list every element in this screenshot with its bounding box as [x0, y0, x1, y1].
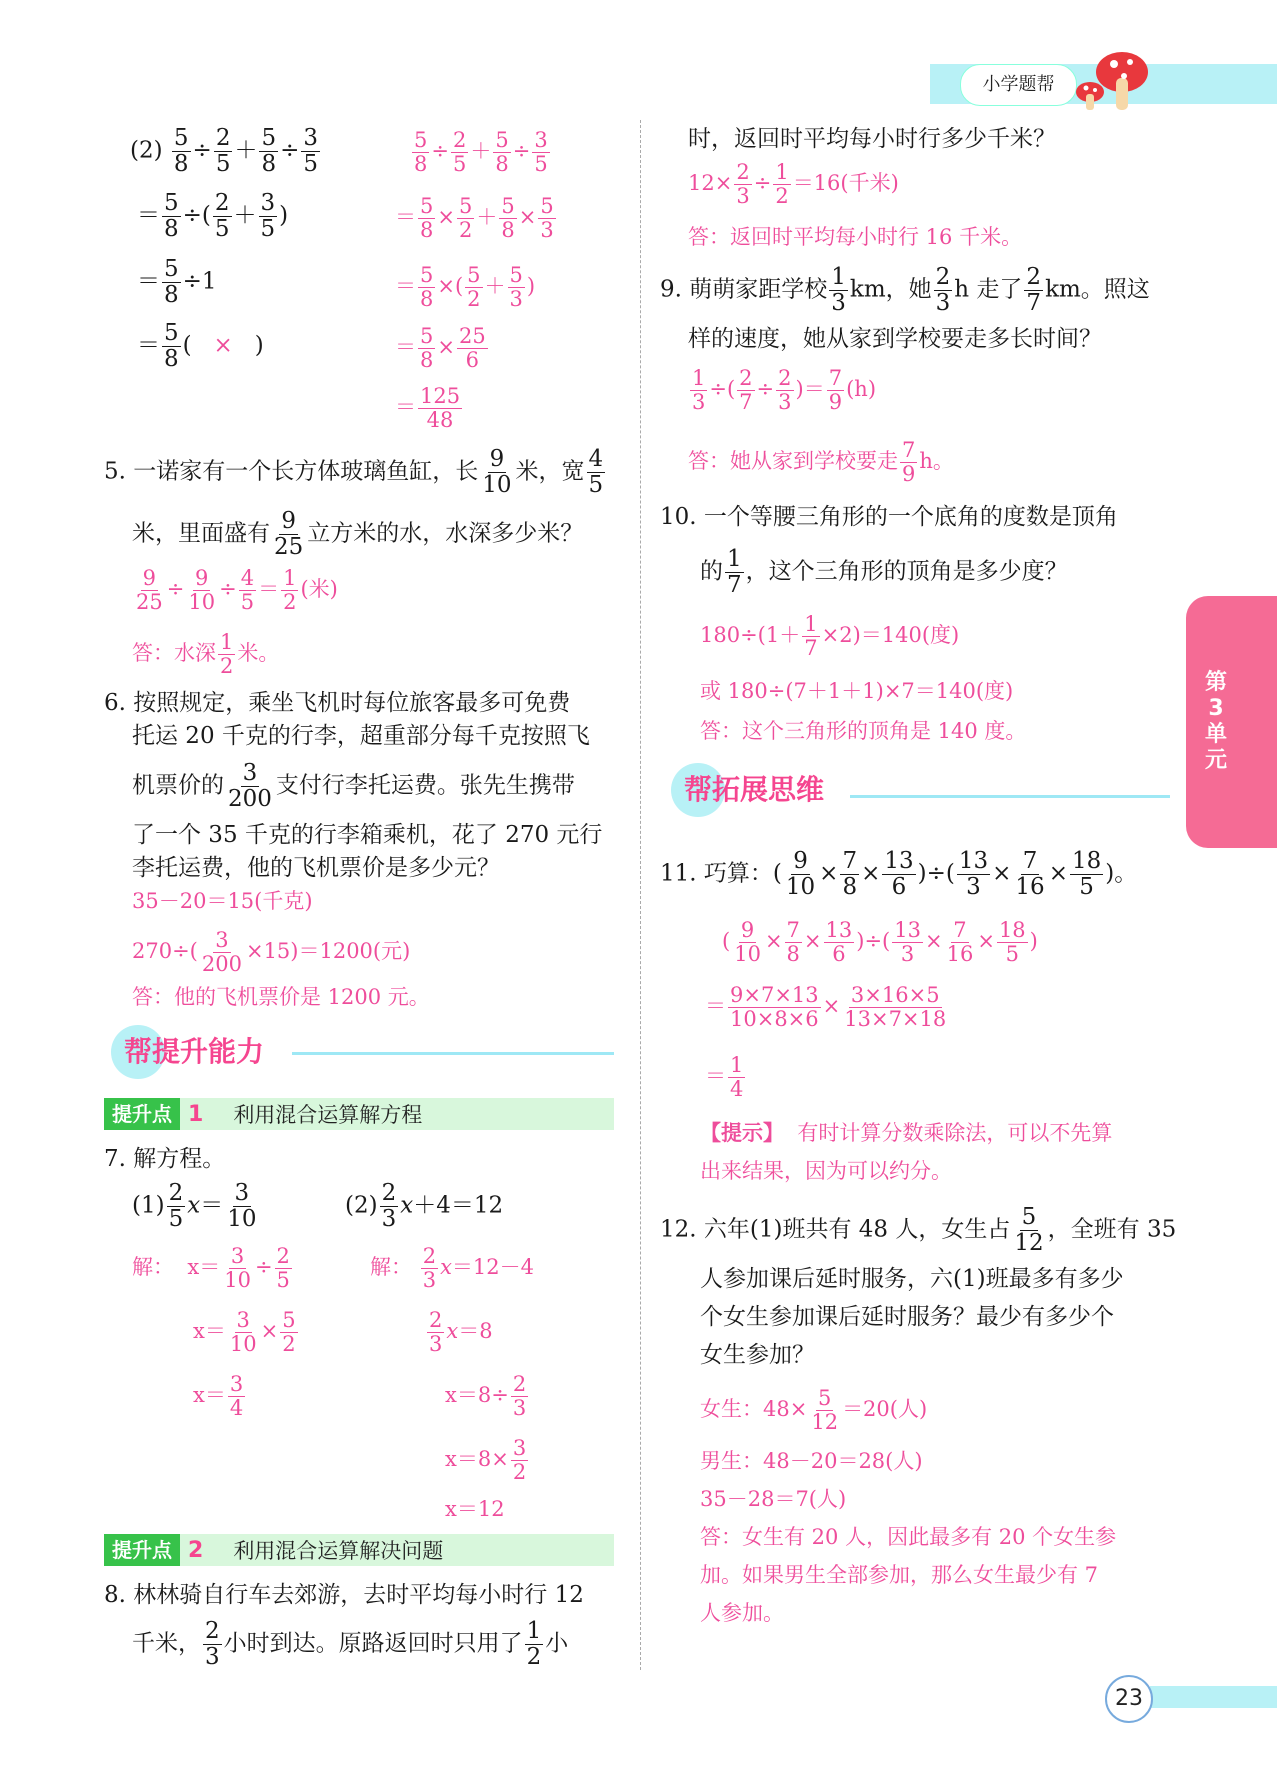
q5-line1: 5. 一诺家有一个长方体玻璃鱼缸，长 $\frac{9}{10}$ 米，宽 $\frac{4}{5}$: [104, 446, 604, 498]
q11-answer-2: ＝ $\frac{9\times 7\times 13}{10\times 8\times 6}$ × $\frac{3\times 16\times 5}{13\times 7\times 18}$: [705, 983, 947, 1031]
q10-answer-2: 或 180÷(7＋1＋1)×7＝140(度): [700, 679, 1014, 703]
column-divider: [640, 120, 641, 1670]
q11-hint-1: 【提示】 有时计算分数乘除法，可以不先算: [700, 1120, 1113, 1145]
q11-answer-3: ＝ $\frac{1}{4}$: [705, 1053, 744, 1101]
q4-line4: ＝ $\frac{5}{8}$ ( × ): [137, 320, 264, 372]
brand-label: 小学题帮: [960, 64, 1077, 106]
q7-sol1-1: 解： x＝ $\frac{3}{10}$ ÷ $\frac{2}{5}$: [132, 1244, 290, 1292]
q6-line2: 托运 20 千克的行李，超重部分每千克按照飞: [132, 723, 590, 749]
q11-line1: 11. 巧算：( $\frac{9}{10}$ × $\frac{7}{8}$ × $\frac{13}{6}$ )÷( $\frac{13}{3}$ × $\frac{7}{16}$ × $\frac{18}{5}$ )。: [660, 848, 1138, 900]
q9-line2: 样的速度，她从家到学校要走多长时间？: [688, 326, 1102, 352]
q5-line2: 米，里面盛有 $\frac{9}{25}$ 立方米的水，水深多少米？: [132, 508, 584, 560]
section-improve-line: [292, 1052, 614, 1055]
q7-sol2-3: x＝8÷ $\frac{2}{3}$: [445, 1372, 527, 1420]
badge-point-1: 提升点 1 利用混合运算解方程: [104, 1098, 614, 1130]
q9-answer-2: 答：她从家到学校要走 $\frac{7}{9}$ h。: [688, 438, 954, 486]
q7-sol2-4: x＝8× $\frac{3}{2}$: [445, 1436, 527, 1484]
q4-correct-4: ＝ $\frac{5}{8}$ × $\frac{25}{6}$: [395, 324, 486, 372]
q8-answer-1: 12× $\frac{2}{3}$ ÷ $\frac{1}{2}$ ＝16(千米): [688, 160, 899, 208]
q7-sol2-1: 解： $\frac{2}{3}$ x＝12－4: [370, 1244, 534, 1292]
q12-line4: 女生参加？: [700, 1342, 815, 1368]
q6-line3: 机票价的 $\frac{3}{200}$ 支付行李托运费。张先生携带: [132, 760, 575, 812]
q6-answer-1: 35－20＝15(千克): [132, 889, 313, 913]
q6-answer-2: 270÷( $\frac{3}{200}$ ×15)＝1200(元): [132, 928, 411, 976]
q4-correct-5: ＝ $\frac{125}{48}$: [395, 384, 461, 432]
q12-answer-1: 女生：48× $\frac{5}{12}$ ＝20(人): [700, 1386, 928, 1434]
q7-eq2: (2) $\frac{2}{3}$ x＋4＝12: [345, 1180, 504, 1232]
q12-answer-4: 答：女生有 20 人，因此最多有 20 个女生参: [700, 1525, 1117, 1549]
q8-line1: 8. 林林骑自行车去郊游，去时平均每小时行 12: [104, 1582, 584, 1608]
q4-correct-3: ＝ $\frac{5}{8}$ ×( $\frac{5}{2}$ ＋ $\frac{5}{3}$ ): [395, 263, 536, 311]
q12-answer-6: 人参加。: [700, 1601, 784, 1625]
unit-side-tab: [1186, 596, 1277, 848]
q8-line2: 千米， $\frac{2}{3}$ 小时到达。原路返回时只用了 $\frac{1}{2}$ 小: [132, 1618, 569, 1670]
q9-answer-1: $\frac{1}{3}$ ÷( $\frac{2}{7}$ ÷ $\frac{2}{3}$ )＝ $\frac{7}{9}$ (h): [692, 366, 877, 414]
q11-hint-2: 出来结果，因为可以约分。: [700, 1159, 952, 1183]
q8-line3: 时，返回时平均每小时行多少千米？: [688, 126, 1056, 152]
q5-answer-calc: $\frac{9}{25}$ ÷ $\frac{9}{10}$ ÷ $\frac{4}{5}$ ＝ $\frac{1}{2}$ (米): [136, 566, 338, 614]
q12-answer-3: 35－28＝7(人): [700, 1487, 847, 1511]
q11-answer-1: ( $\frac{9}{10}$ × $\frac{7}{8}$ × $\frac{13}{6}$ )÷( $\frac{13}{3}$ × $\frac{7}{16}$ × $\frac{18}{5}$ ): [722, 918, 1038, 966]
q5-answer: 答：水深 $\frac{1}{2}$ 米。: [132, 630, 280, 678]
q6-line4: 了一个 35 千克的行李箱乘机，花了 270 元行: [132, 822, 603, 848]
q12-answer-5: 加。如果男生全部参加，那么女生最少有 7: [700, 1563, 1099, 1587]
section-expand-title: 帮拓展思维: [684, 773, 825, 806]
q4-correct-2: ＝ $\frac{5}{8}$ × $\frac{5}{2}$ ＋ $\frac{5}{8}$ × $\frac{5}{3}$: [395, 194, 554, 242]
q8-answer-2: 答：返回时平均每小时行 16 千米。: [688, 225, 1023, 249]
q9-line1: 9. 萌萌家距学校 $\frac{1}{3}$ km，她 $\frac{2}{3}$ h 走了 $\frac{2}{7}$ km。照这: [660, 264, 1150, 316]
q12-line1: 12. 六年(1)班共有 48 人，女生占 $\frac{5}{12}$ ，全班有 35: [660, 1204, 1177, 1256]
q6-line5: 李托运费，他的飞机票价是多少元？: [132, 855, 500, 881]
mushroom-icon: [1070, 44, 1150, 116]
q12-line2: 人参加课后延时服务，六(1)班最多有多少: [700, 1266, 1124, 1292]
q4-line3: ＝ $\frac{5}{8}$ ÷1: [137, 256, 217, 308]
q7-sol2-5: x＝12: [445, 1497, 505, 1521]
q7-sol1-3: x＝ $\frac{3}{4}$: [193, 1372, 244, 1420]
section-improve-title: 帮提升能力: [124, 1035, 265, 1068]
q10-answer-3: 答：这个三角形的顶角是 140 度。: [700, 719, 1027, 743]
q4-line2: ＝ $\frac{5}{8}$ ÷( $\frac{2}{5}$ ＋ $\frac{3}{5}$ ): [137, 190, 289, 242]
q7-sol2-2: $\frac{2}{3}$ x＝8: [429, 1308, 493, 1356]
q6-answer-3: 答：他的飞机票价是 1200 元。: [132, 985, 430, 1009]
q10-answer-1: 180÷(1＋ $\frac{1}{7}$ ×2)＝140(度): [700, 612, 960, 660]
q7-sol1-2: x＝ $\frac{3}{10}$ × $\frac{5}{2}$: [193, 1308, 296, 1356]
badge-point-2: 提升点 2 利用混合运算解决问题: [104, 1534, 614, 1566]
q7-title: 7. 解方程。: [104, 1146, 226, 1172]
q12-answer-2: 男生：48－20＝28(人): [700, 1449, 923, 1473]
q6-line1: 6. 按照规定，乘坐飞机时每位旅客最多可免费: [104, 690, 571, 716]
q7-eq1: (1) $\frac{2}{5}$ x＝ $\frac{3}{10}$: [132, 1180, 257, 1232]
q4-line1: (2) $\frac{5}{8}$ ÷ $\frac{2}{5}$ ＋ $\frac{5}{8}$ ÷ $\frac{3}{5}$: [130, 125, 319, 177]
q10-line1: 10. 一个等腰三角形的一个底角的度数是顶角: [660, 504, 1118, 530]
q12-line3: 个女生参加课后延时服务？最少有多少个: [700, 1304, 1114, 1330]
page-number: 23: [1105, 1675, 1153, 1723]
unit-side-tab-label: 第3单元: [1204, 670, 1227, 773]
q10-line2: 的 $\frac{1}{7}$ ，这个三角形的顶角是多少度？: [700, 546, 1068, 598]
section-expand-line: [850, 795, 1170, 798]
q4-correct-1: $\frac{5}{8}$ ÷ $\frac{2}{5}$ ＋ $\frac{5}{8}$ ÷ $\frac{3}{5}$: [414, 128, 548, 176]
page-number-band: [1150, 1686, 1277, 1708]
